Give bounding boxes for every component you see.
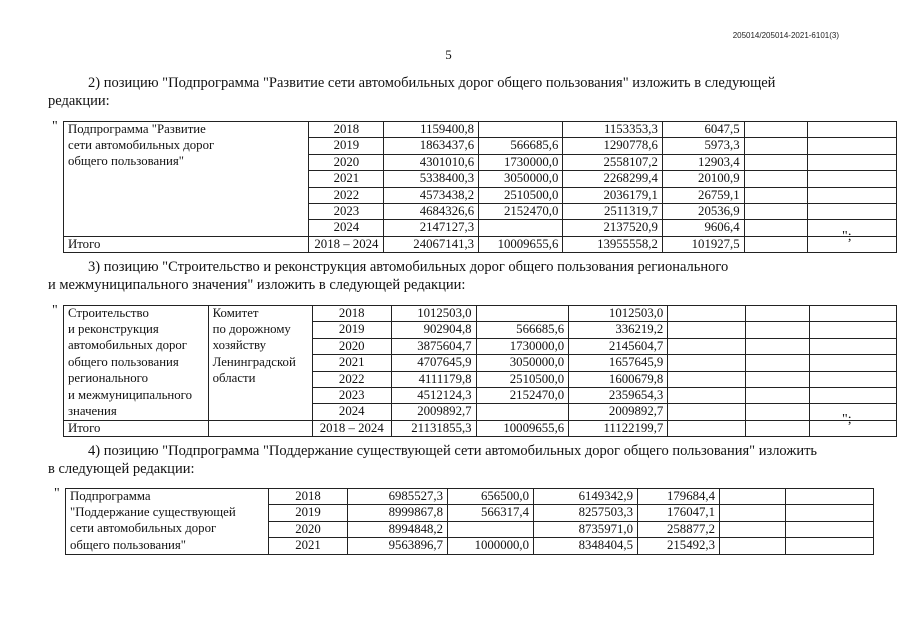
federal-cell xyxy=(476,404,569,420)
federal-cell xyxy=(479,220,563,236)
empty-cell xyxy=(809,420,896,436)
empty-cell xyxy=(668,371,746,387)
local-cell: 12903,4 xyxy=(662,154,744,170)
federal-cell: 656500,0 xyxy=(448,489,534,505)
empty-cell xyxy=(668,388,746,404)
table-row xyxy=(64,388,897,404)
program-name-cell: общего пользования xyxy=(64,355,209,371)
year-cell: 2018 xyxy=(269,489,348,505)
empty-cell xyxy=(668,404,746,420)
table-row xyxy=(64,122,897,138)
regional-cell: 8735971,0 xyxy=(534,521,638,537)
total-cell: 4707645,9 xyxy=(391,355,476,371)
local-cell: 6047,5 xyxy=(662,122,744,138)
year-cell: 2018 xyxy=(309,122,384,138)
empty-cell xyxy=(744,154,807,170)
table-row xyxy=(64,371,897,387)
program-name-cell xyxy=(64,220,309,236)
year-cell: 2019 xyxy=(269,505,348,521)
empty-cell xyxy=(746,338,810,354)
empty-cell xyxy=(807,187,896,203)
federal-cell: 566317,4 xyxy=(448,505,534,521)
empty-cell xyxy=(744,138,807,154)
year-cell: 2023 xyxy=(309,204,384,220)
year-cell: 2019 xyxy=(309,138,384,154)
paragraph-2 xyxy=(48,74,848,110)
regional-cell: 1290778,6 xyxy=(563,138,663,154)
regional-cell: 2268299,4 xyxy=(563,171,663,187)
table-row xyxy=(64,338,897,354)
regional-cell: 2137520,9 xyxy=(563,220,663,236)
local-cell: 258877,2 xyxy=(638,521,720,537)
executor-cell xyxy=(208,388,312,404)
empty-cell xyxy=(807,220,896,236)
empty-cell xyxy=(668,322,746,338)
total-label: Итого xyxy=(64,420,209,436)
empty-cell xyxy=(744,171,807,187)
program-name-cell: общего пользования" xyxy=(64,154,309,170)
empty-cell xyxy=(809,355,896,371)
table-row xyxy=(64,220,897,236)
total-regional: 11122199,7 xyxy=(569,420,668,436)
regional-cell: 1153353,3 xyxy=(563,122,663,138)
total-years: 2018 – 2024 xyxy=(312,420,391,436)
executor-cell: Ленинградской xyxy=(208,355,312,371)
paragraph-4-line-2: в следующей редакции: xyxy=(48,461,195,477)
local-cell: 176047,1 xyxy=(638,505,720,521)
year-cell: 2019 xyxy=(312,322,391,338)
total-cell: 2147127,3 xyxy=(384,220,479,236)
empty-cell xyxy=(744,204,807,220)
empty-cell xyxy=(744,236,807,252)
year-cell: 2022 xyxy=(312,371,391,387)
empty-cell xyxy=(746,306,810,322)
regional-cell: 1012503,0 xyxy=(569,306,668,322)
empty-cell xyxy=(807,171,896,187)
program-name-cell xyxy=(64,171,309,187)
empty-cell xyxy=(746,355,810,371)
federal-cell: 3050000,0 xyxy=(476,355,569,371)
paragraph-2-line-2: редакции: xyxy=(48,93,110,109)
paragraph-4-line-1: 4) позицию "Подпрограмма "Поддержание существующей сети автомобильных дорог общего пользования" изложить xyxy=(88,443,818,459)
total-cell: 5338400,3 xyxy=(384,171,479,187)
local-cell: 179684,4 xyxy=(638,489,720,505)
empty-cell xyxy=(668,355,746,371)
program-name-cell: регионального xyxy=(64,371,209,387)
total-cell: 4684326,6 xyxy=(384,204,479,220)
total-years: 2018 – 2024 xyxy=(309,236,384,252)
regional-cell: 2009892,7 xyxy=(569,404,668,420)
empty-cell xyxy=(746,388,810,404)
total-cell: 4573438,2 xyxy=(384,187,479,203)
regional-cell: 2145604,7 xyxy=(569,338,668,354)
program-name-cell: значения xyxy=(64,404,209,420)
federal-cell: 1000000,0 xyxy=(448,538,534,554)
empty-cell xyxy=(746,420,810,436)
paragraph-3 xyxy=(48,258,848,294)
program-name-cell: и реконструкция xyxy=(64,322,209,338)
year-cell: 2020 xyxy=(309,154,384,170)
table-row xyxy=(64,355,897,371)
regional-cell: 2511319,7 xyxy=(563,204,663,220)
empty-cell xyxy=(786,489,874,505)
total-cell: 6985527,3 xyxy=(348,489,448,505)
paragraph-4 xyxy=(48,442,848,478)
federal-cell: 2510500,0 xyxy=(479,187,563,203)
federal-cell xyxy=(479,122,563,138)
empty-cell xyxy=(807,236,896,252)
total-cell: 4301010,6 xyxy=(384,154,479,170)
total-local: 101927,5 xyxy=(662,236,744,252)
program-name-cell: "Поддержание существующей xyxy=(66,505,269,521)
empty-cell xyxy=(744,122,807,138)
total-cell: 4111179,8 xyxy=(391,371,476,387)
empty-cell xyxy=(746,371,810,387)
federal-cell: 566685,6 xyxy=(479,138,563,154)
table-row xyxy=(64,138,897,154)
empty-cell xyxy=(720,489,786,505)
total-federal: 10009655,6 xyxy=(479,236,563,252)
year-cell: 2023 xyxy=(312,388,391,404)
year-cell: 2024 xyxy=(312,404,391,420)
program-name-cell: Подпрограмма "Развитие xyxy=(64,122,309,138)
total-cell: 1863437,6 xyxy=(384,138,479,154)
empty-cell xyxy=(744,220,807,236)
federal-cell: 3050000,0 xyxy=(479,171,563,187)
total-row xyxy=(64,236,897,252)
table-subprogram-development xyxy=(63,121,897,253)
program-name-cell: и межмуниципального xyxy=(64,388,209,404)
empty-cell xyxy=(744,187,807,203)
year-cell: 2024 xyxy=(309,220,384,236)
program-name-cell: Строительство xyxy=(64,306,209,322)
total-regional: 13955558,2 xyxy=(563,236,663,252)
executor-cell xyxy=(208,404,312,420)
federal-cell: 2152470,0 xyxy=(479,204,563,220)
federal-cell: 1730000,0 xyxy=(476,338,569,354)
empty-cell xyxy=(746,322,810,338)
year-cell: 2021 xyxy=(269,538,348,554)
program-name-cell: автомобильных дорог xyxy=(64,338,209,354)
program-name-cell: Подпрограмма xyxy=(66,489,269,505)
empty-cell xyxy=(668,420,746,436)
federal-cell xyxy=(448,521,534,537)
total-cell: 8999867,8 xyxy=(348,505,448,521)
executor-cell: Комитет xyxy=(208,306,312,322)
paragraph-3-line-2: и межмуниципального значения" изложить в следующей редакции: xyxy=(48,277,466,293)
empty-cell xyxy=(786,521,874,537)
quote-open: " xyxy=(52,303,58,318)
table-row xyxy=(64,187,897,203)
total-row xyxy=(64,420,897,436)
empty-cell xyxy=(786,538,874,554)
table-row xyxy=(66,538,874,554)
document-code: 205014/205014-2021-6101(3) xyxy=(732,31,839,40)
empty-cell xyxy=(720,521,786,537)
program-name-cell xyxy=(64,187,309,203)
federal-cell: 2152470,0 xyxy=(476,388,569,404)
empty-cell xyxy=(668,338,746,354)
paragraph-2-line-1: 2) позицию "Подпрограмма "Развитие сети автомобильных дорог общего пользования" изложить в следующей xyxy=(88,75,776,91)
table-row xyxy=(64,322,897,338)
regional-cell: 2036179,1 xyxy=(563,187,663,203)
empty-cell xyxy=(809,371,896,387)
federal-cell: 566685,6 xyxy=(476,322,569,338)
total-cell: 902904,8 xyxy=(391,322,476,338)
program-name-cell: сети автомобильных дорог xyxy=(64,138,309,154)
total-sum: 21131855,3 xyxy=(391,420,476,436)
regional-cell: 8348404,5 xyxy=(534,538,638,554)
local-cell: 26759,1 xyxy=(662,187,744,203)
regional-cell: 8257503,3 xyxy=(534,505,638,521)
table-row xyxy=(66,505,874,521)
quote-close: "; xyxy=(842,412,852,427)
table-row xyxy=(64,171,897,187)
quote-close: "; xyxy=(842,229,852,244)
year-cell: 2022 xyxy=(309,187,384,203)
total-cell: 8994848,2 xyxy=(348,521,448,537)
year-cell: 2021 xyxy=(309,171,384,187)
year-cell: 2018 xyxy=(312,306,391,322)
total-cell: 1159400,8 xyxy=(384,122,479,138)
table-row xyxy=(64,204,897,220)
empty-cell xyxy=(809,388,896,404)
empty-cell xyxy=(668,306,746,322)
local-cell: 5973,3 xyxy=(662,138,744,154)
total-cell: 1012503,0 xyxy=(391,306,476,322)
executor-cell: по дорожному xyxy=(208,322,312,338)
federal-cell: 2510500,0 xyxy=(476,371,569,387)
federal-cell xyxy=(476,306,569,322)
program-name-cell xyxy=(64,204,309,220)
empty-cell xyxy=(807,154,896,170)
empty-cell xyxy=(807,122,896,138)
local-cell: 215492,3 xyxy=(638,538,720,554)
table-construction-reconstruction xyxy=(63,305,897,437)
total-cell: 9563896,7 xyxy=(348,538,448,554)
table-subprogram-maintenance xyxy=(65,488,874,555)
year-cell: 2020 xyxy=(312,338,391,354)
empty-cell xyxy=(807,204,896,220)
local-cell: 9606,4 xyxy=(662,220,744,236)
empty-cell xyxy=(809,322,896,338)
total-cell: 3875604,7 xyxy=(391,338,476,354)
total-sum: 24067141,3 xyxy=(384,236,479,252)
program-name-cell: общего пользования" xyxy=(66,538,269,554)
empty-cell xyxy=(720,538,786,554)
regional-cell: 336219,2 xyxy=(569,322,668,338)
empty-cell xyxy=(720,505,786,521)
executor-cell: области xyxy=(208,371,312,387)
paragraph-3-line-1: 3) позицию "Строительство и реконструкция автомобильных дорог общего пользования регионального xyxy=(88,259,729,275)
regional-cell: 2558107,2 xyxy=(563,154,663,170)
total-federal: 10009655,6 xyxy=(476,420,569,436)
local-cell: 20100,9 xyxy=(662,171,744,187)
regional-cell: 1600679,8 xyxy=(569,371,668,387)
table-row xyxy=(66,489,874,505)
table-row xyxy=(64,404,897,420)
local-cell: 20536,9 xyxy=(662,204,744,220)
regional-cell: 2359654,3 xyxy=(569,388,668,404)
total-cell: 2009892,7 xyxy=(391,404,476,420)
year-cell: 2020 xyxy=(269,521,348,537)
empty-cell xyxy=(807,138,896,154)
empty-cell xyxy=(786,505,874,521)
year-cell: 2021 xyxy=(312,355,391,371)
table-row xyxy=(66,521,874,537)
total-label: Итого xyxy=(64,236,309,252)
table-row xyxy=(64,306,897,322)
empty-cell xyxy=(809,338,896,354)
total-cell: 4512124,3 xyxy=(391,388,476,404)
table-row xyxy=(64,154,897,170)
quote-open: " xyxy=(54,486,60,501)
quote-open: " xyxy=(52,119,58,134)
federal-cell: 1730000,0 xyxy=(479,154,563,170)
regional-cell: 6149342,9 xyxy=(534,489,638,505)
empty-cell xyxy=(746,404,810,420)
empty-cell xyxy=(208,420,312,436)
executor-cell: хозяйству xyxy=(208,338,312,354)
page-number: 5 xyxy=(445,47,452,62)
empty-cell xyxy=(809,306,896,322)
program-name-cell: сети автомобильных дорог xyxy=(66,521,269,537)
empty-cell xyxy=(809,404,896,420)
regional-cell: 1657645,9 xyxy=(569,355,668,371)
